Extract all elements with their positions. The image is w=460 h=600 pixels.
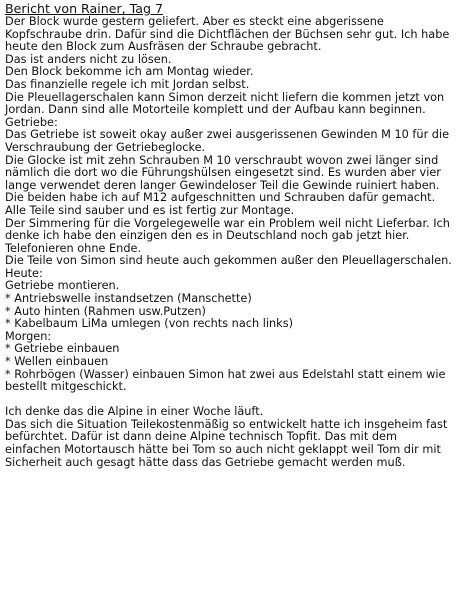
section-heading-heute: Heute: [5,266,43,280]
list-item: * Auto hinten (Rahmen usw.Putzen) [5,304,206,318]
paragraph: Das finanzielle regele ich mit Jordan selbst. [5,77,250,91]
list-item: * Rohrbögen (Wasser) einbauen Simon hat zwei aus Edelstahl statt einem wie bestellt mitgeschickt. [5,367,446,394]
paragraph: Das ist anders nicht zu lösen. [5,52,172,66]
report-body [5,16,456,469]
paragraph: Die Glocke ist mit zehn Schrauben M 10 verschraubt wovon zwei länger sind nämlich die dort wo die Führungshülsen eingesetzt sind. Es wurden aber vier lange verwendet deren langer Gewindeloser Teil die Gewinde ruiniert haben. [5,153,441,192]
list-item: * Kabelbaum LiMa umlegen (von rechts nach links) [5,317,293,331]
paragraph: Alle Teile sind sauber und es ist fertig zur Montage. [5,203,295,217]
paragraph: Das Getriebe ist soweit okay außer zwei ausgerissenen Gewinden M 10 für die Verschraubung der Getriebeglocke. [5,128,450,154]
paragraph: Getriebe montieren. [5,279,120,293]
paragraph: Der Simmering für die Vorgelegewelle war ein Problem weil nicht Lieferbar. Ich denke ich habe den einzigen den es in Deutschland noch gab jetzt hier. Telefonieren ohne Ende. [5,216,450,255]
paragraph: Die Pleuellagerschalen kann Simon derzeit nicht liefern die kommen jetzt von Jordan. Dann sind alle Motorteile komplett und der Aufbau kann beginnen. [5,90,445,117]
report-title: Bericht von Rainer, Tag 7 [5,1,163,16]
section-heading-morgen: Morgen: [5,329,52,343]
paragraph: Die beiden habe ich auf M12 aufgeschnitten und Schrauben dafür gemacht. [5,191,436,205]
paragraph: Der Block wurde gestern geliefert. Aber es steckt eine abgerissene Kopfschraube drin. Dafür sind die Dichtflächen der Büchsen sehr gut. Ich habe heute den Block zum Ausfräsen der Schraube gebracht. [5,15,450,54]
paragraph: Die Teile von Simon sind heute auch gekommen außer den Pleuellagerschalen. [5,254,452,268]
list-item: * Getriebe einbauen [5,342,120,356]
list-item: * Wellen einbauen [5,355,109,369]
paragraph: Ich denke das die Alpine in einer Woche läuft. [5,405,264,419]
list-item: * Antriebswelle instandsetzen (Manschette) [5,292,252,306]
paragraph: Den Block bekomme ich am Montag wieder. [5,65,254,79]
paragraph: Das sich die Situation Teilekostenmäßig so entwickelt hatte ich insgeheim fast befürchtet. Dafür ist dann deine Alpine technisch Topfit. Das mit dem einfachen Motortausch hätte bei Tom so auch nicht geklappt weil Tom dir mit Sicherheit auch gesagt hätte dass das Getriebe gemacht werden muß. [5,417,448,469]
section-heading-getriebe: Getriebe: [5,115,58,129]
